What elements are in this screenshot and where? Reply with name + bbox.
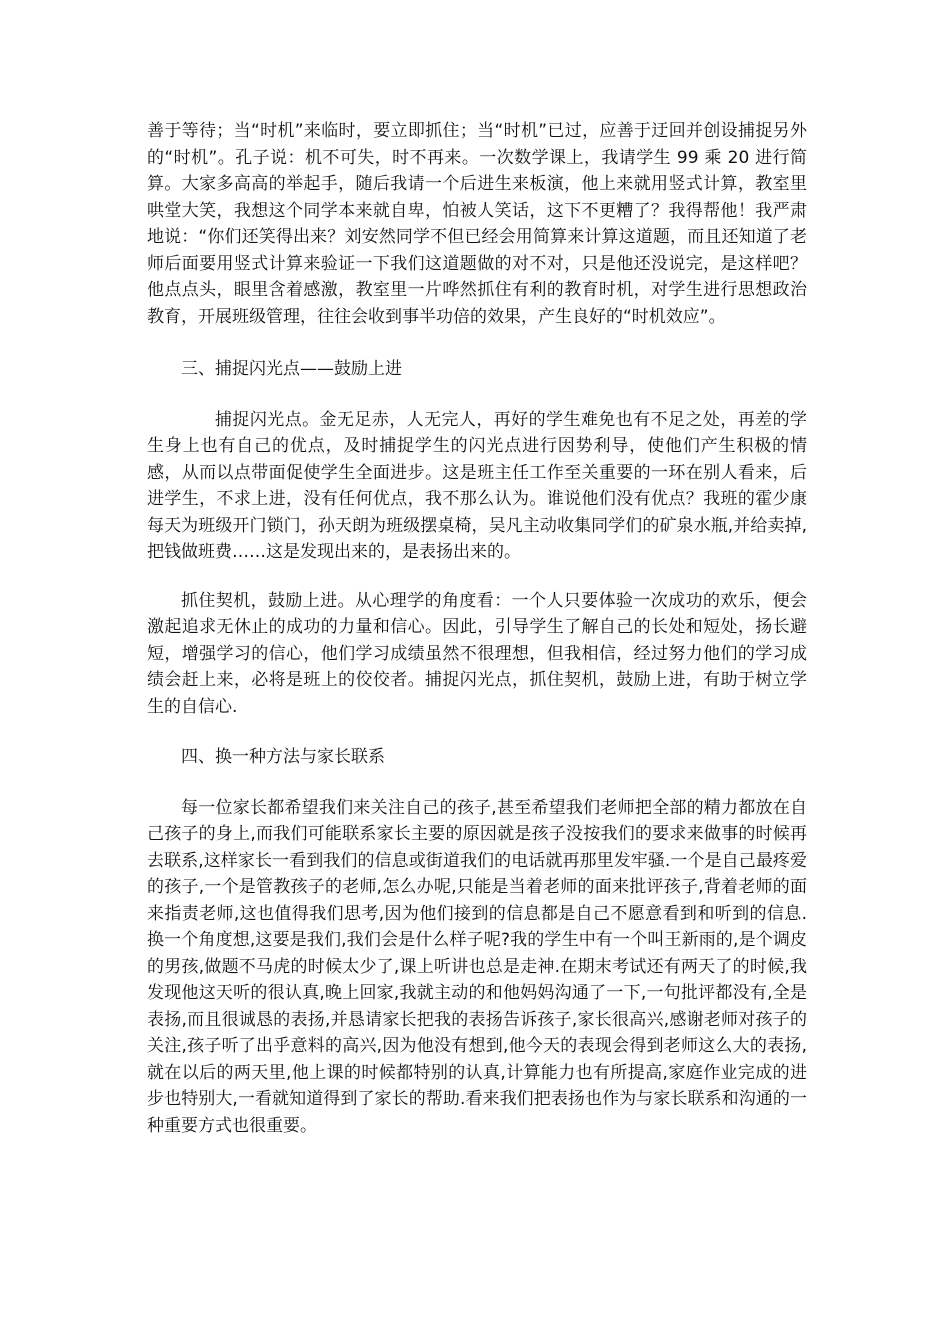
paragraph-parent-contact: 每一位家长都希望我们来关注自己的孩子,甚至希望我们老师把全部的精力都放在自己孩子的身上,而我们可能联系家长主要的原因就是孩子没按我们的要求来做事的时候再去联系,这样家长一看到我们的信息或街道我们的电话就再那里发牢骚.一个是自己最疼爱的孩子,一个是管教孩子的老师,怎么办呢,只能是当着老师的面来批评孩子,背着老师的面来指责老师,这也值得我们思考,因为他们接到的信息都是自己不愿意看到和听到的信息.换一个角度想,这要是我们,我们会是什么样子呢?我的学生中有一个叫王新雨的,是个调皮的男孩,做题不马虎的时候太少了,课上听讲也总是走神.在期末考试还有两天了的时候,我发现他这天听的很认真,晚上回家,我就主动的和他妈妈沟通了一下,一句批评都没有,全是表扬,而且很诚恳的表扬,并恳请家长把我的表扬告诉孩子,家长很高兴,感谢老师对孩子的关注,孩子听了出乎意料的高兴,因为他没有想到,他今天的表现会得到老师这么大的表扬,就在以后的两天里,他上课的时候都特别的认真,计算能力也有所提高,家庭作业完成的进步也特别大,一看就知道得到了家长的帮助.看来我们把表扬也作为与家长联系和沟通的一种重要方式也很重要。: [147, 797, 807, 1136]
paragraph-seize-opportunity: 抓住契机，鼓励上进。从心理学的角度看：一个人只要体验一次成功的欢乐，便会激起追求无休止的成功的力量和信心。因此，引导学生了解自己的长处和短处，扬长避短，增强学习的信心，他们学习成绩虽然不很理想，但我相信，经过努力他们的学习成绩会赶上来，必将是班上的佼佼者。捕捉闪光点，抓住契机，鼓励上进，有助于树立学生的自信心.: [147, 590, 807, 717]
section-heading-3: 三、捕捉闪光点——鼓励上进: [181, 359, 402, 379]
section-heading-4: 四、换一种方法与家长联系: [181, 747, 385, 767]
paragraph-timing-effect: 善于等待；当“时机”来临时，要立即抓住；当“时机”已过，应善于迂回并创设捕捉另外的“时机”。孔子说：机不可失，时不再来。一次数学课上，我请学生 99 乘 20 进行简算。大家多高高的举起手，随后我请一个后进生来板演，他上来就用竖式计算，教室里哄堂大笑，我想这个同学本来就自卑，怕被人笑话，这下不更糟了？我得帮他！我严肃地说：“你们还笑得出来？刘安然同学不但已经会用简算来计算这道题，而且还知道了老师后面要用竖式计算来验证一下我们这道题做的对不对，只是他还没说完，是这样吧？他点点头，眼里含着感激，教室里一片哗然抓住有利的教育时机，对学生进行思想政治教育，开展班级管理，往往会收到事半功倍的效果，产生良好的“时机效应”。: [147, 121, 807, 327]
document-body: [147, 118, 807, 1139]
paragraph-highlight-points: 捕捉闪光点。金无足赤，人无完人，再好的学生难免也有不足之处，再差的学生身上也有自己的优点，及时捕捉学生的闪光点进行因势利导，使他们产生积极的情感，从而以点带面促使学生全面进步。这是班主任工作至关重要的一环在别人看来，后进学生，不求上进，没有任何优点，我不那么认为。谁说他们没有优点？我班的霍少康每天为班级开门锁门，孙天朗为班级摆桌椅，吴凡主动收集同学们的矿泉水瓶,并给卖掉,把钱做班费……这是发现出来的，是表扬出来的。: [147, 409, 807, 562]
